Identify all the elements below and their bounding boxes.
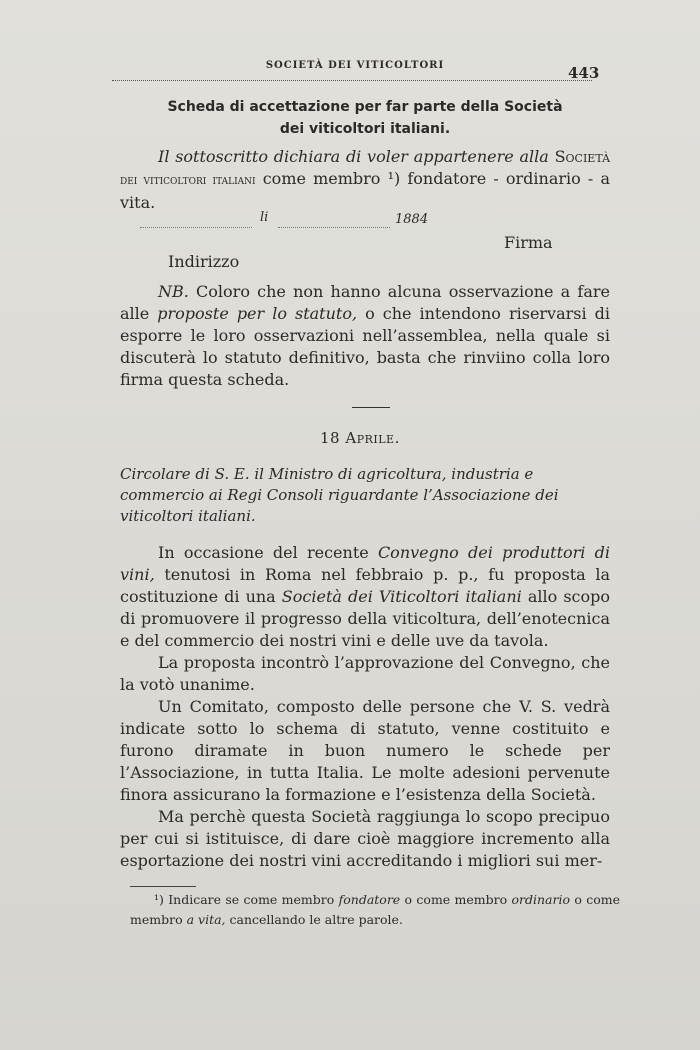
- declaration-paragraph: [120, 146, 610, 214]
- date-line: [140, 210, 560, 230]
- footnote-text-d: cancellando le altre parole.: [225, 912, 403, 927]
- section-date-month: Aprile.: [345, 429, 400, 447]
- footnote-rule: [130, 886, 196, 887]
- footnote-italic-1: fondatore: [338, 892, 401, 907]
- section-date-day: 18: [320, 429, 341, 447]
- form-title-line2: dei viticoltori italiani.: [279, 121, 451, 137]
- p1-italic-1: Convegno dei produttori di vini,: [120, 543, 610, 584]
- address-label: Indirizzo: [168, 252, 240, 271]
- circular-title-text: Circolare di S. E. il Ministro di agricoltura, industria e commercio ai Regi Consoli riguardante l’Associazione dei viticoltori italiani.: [120, 465, 559, 525]
- signature-label: Firma: [504, 233, 553, 252]
- p1-italic-2: Società dei Viticoltori italiani: [281, 587, 522, 606]
- paragraph-3: Un Comitato, composto delle persone che V. S. vedrà indicate sotto lo schema di statuto, venne costituito e furono diramate in buon numero le schede per l’Associazione, in tutta Italia. Le molte adesioni pervenute finora assicurano la formazione e l’esistenza della Società.: [120, 697, 610, 804]
- paragraph-2: La proposta incontrò l’approvazione del Convegno, che la votò unanime.: [120, 653, 610, 694]
- date-li: li: [260, 210, 269, 225]
- date-dots-2: [278, 227, 390, 228]
- paragraph-4: Ma perchè questa Società raggiunga lo scopo precipuo per cui si istituisce, di dare cioè maggiore incremento alla esportazione dei nostri vini accreditando i migliori sui mer-: [120, 807, 610, 870]
- page-number: 443: [568, 64, 600, 82]
- footnote-text-b: o come membro: [400, 892, 512, 907]
- p1-text-c: allo scopo di promuovere il progresso della viticoltura, dell’enotecnica e del commercio dei nostri vini e delle uve da tavola.: [120, 587, 610, 650]
- header-rule: [112, 80, 592, 81]
- nb-label: NB.: [158, 282, 189, 301]
- society-name-a: Società: [554, 147, 611, 166]
- paragraph-1: [120, 542, 610, 652]
- footnote: [130, 890, 620, 930]
- section-divider: [352, 407, 390, 408]
- form-title-line1: Scheda di accettazione per far parte della Società: [167, 99, 563, 115]
- running-title: SOCIETÀ DEI VITICOLTORI: [265, 60, 445, 71]
- body-paragraphs: [120, 542, 610, 872]
- footnote-text-a: ¹) Indicare se come membro: [154, 892, 339, 907]
- nb-italic: proposte per lo statuto,: [157, 304, 358, 323]
- date-dots-1: [140, 227, 252, 228]
- date-year: 1884: [395, 212, 429, 227]
- footnote-italic-3: a vita,: [186, 912, 226, 927]
- footnote-text-c: o come membro: [130, 892, 621, 927]
- section-date: [320, 429, 400, 447]
- p1-text-b: tenutosi in Roma nel febbraio p. p., fu proposta la costituzione di una: [120, 565, 610, 606]
- nb-paragraph: [120, 281, 610, 391]
- nb-text2: o che intendono riservarsi di esporre le loro osservazioni nell’assemblea, nella quale si discuterà lo statuto definitivo, basta che rinviino colla loro firma questa scheda.: [120, 304, 611, 389]
- declaration-rest: come membro ¹) fondatore - ordinario - a vita.: [120, 169, 610, 212]
- form-title: [150, 96, 580, 140]
- circular-title: [120, 464, 610, 527]
- declaration-italic: Il sottoscritto dichiara di voler appartenere alla: [158, 147, 549, 166]
- footnote-italic-2: ordinario: [511, 892, 571, 907]
- p1-text-a: In occasione del recente: [158, 543, 378, 562]
- society-name-b: dei viticoltori italiani: [120, 173, 256, 188]
- nb-text1: Coloro che non hanno alcuna osservazione a fare alle: [120, 282, 610, 323]
